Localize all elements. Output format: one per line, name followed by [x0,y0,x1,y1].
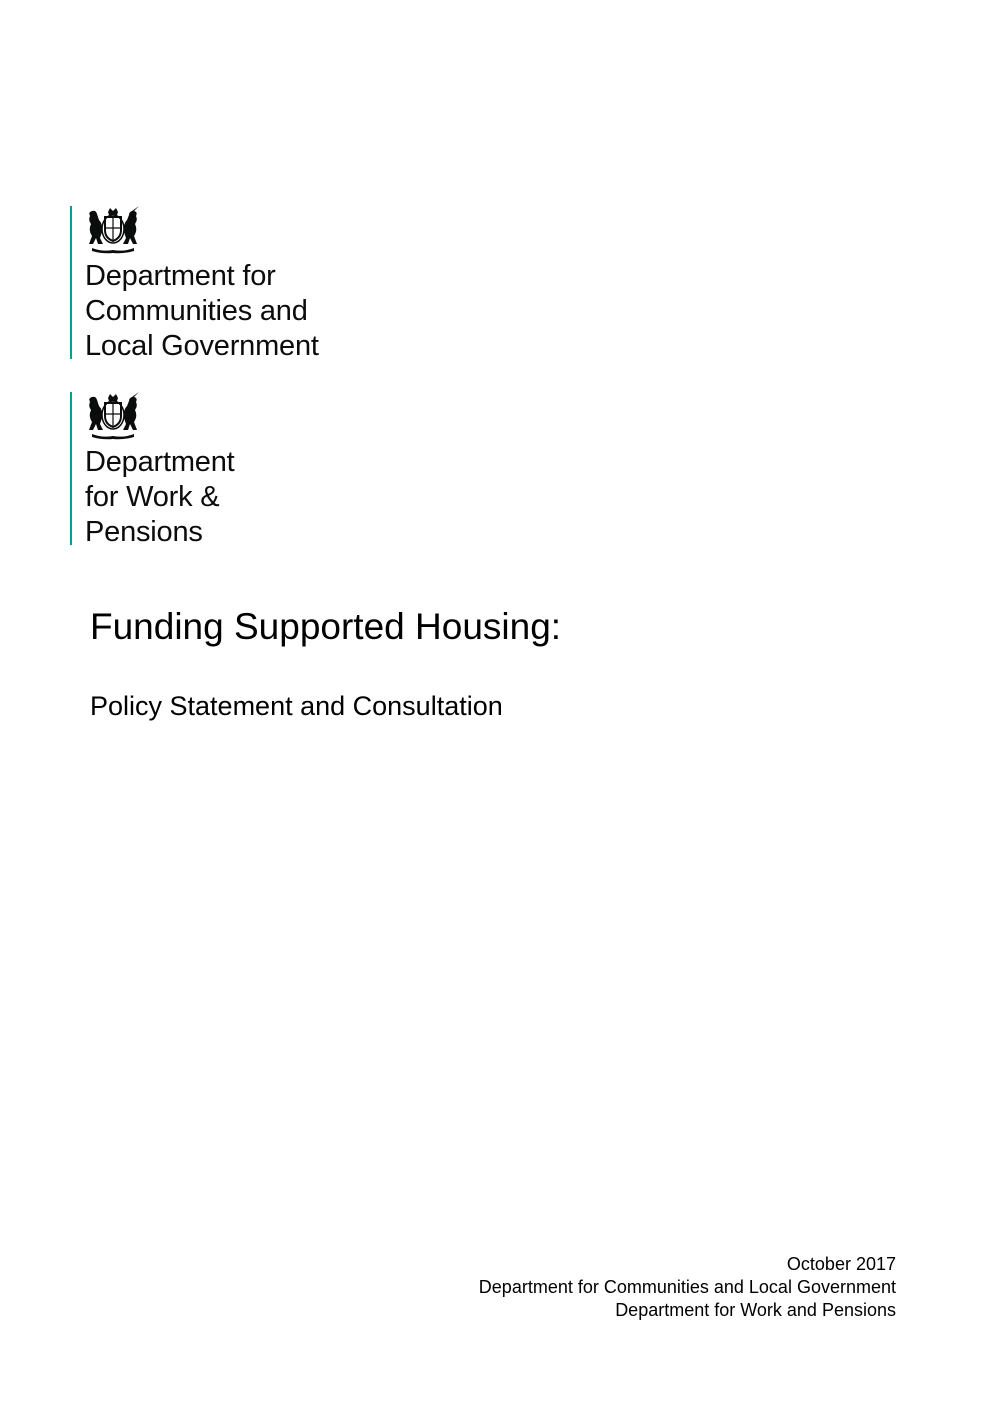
document-subtitle: Policy Statement and Consultation [90,691,503,721]
logo-line: Department for [85,260,276,292]
logo-line: Communities and [85,295,308,327]
publisher-dwp: Department for Work and Pensions [615,1300,896,1320]
logo-line: Pensions [85,516,203,548]
logo-line: for Work & [85,481,220,513]
publication-info [479,1253,896,1322]
logo-line: Local Government [85,330,319,362]
publication-date: October 2017 [786,1254,896,1274]
publisher-dclg: Department for Communities and Local Government [478,1277,896,1297]
royal-coat-of-arms-icon [84,392,142,440]
dwp-logo [70,392,235,548]
dwp-logo-text [85,445,235,550]
document-title: Funding Supported Housing: [90,606,562,647]
dclg-logo [70,206,319,362]
royal-coat-of-arms-icon [84,206,142,254]
dclg-logo-text [85,259,319,364]
logo-line: Department [85,446,235,478]
